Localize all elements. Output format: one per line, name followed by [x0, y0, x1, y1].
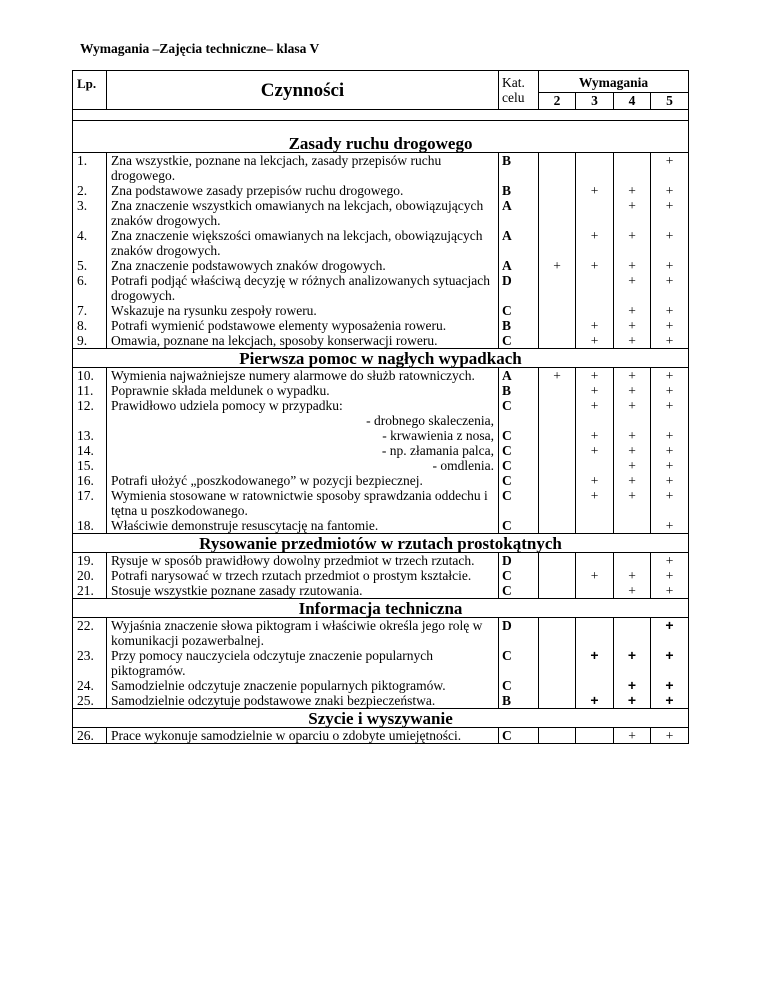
grade-4-mark: +	[614, 228, 651, 258]
section-title: Rysowanie przedmiotów w rzutach prostokątnych	[73, 534, 689, 553]
activity-text: Zna znaczenie większości omawianych na lekcjach, obowiązujących znaków drogowych.	[111, 228, 483, 258]
grade-5-mark: +	[651, 693, 689, 709]
row-activity	[107, 458, 499, 473]
header-grade-4: 4	[614, 92, 651, 109]
table-row	[73, 153, 689, 184]
row-activity	[107, 443, 499, 458]
grade-4-mark: +	[614, 458, 651, 473]
row-kat-celu: C	[499, 458, 539, 473]
grade-4-mark: +	[614, 678, 651, 693]
grade-5-mark: +	[651, 583, 689, 599]
row-activity	[107, 258, 499, 273]
row-number: 6.	[73, 273, 107, 303]
table-row	[73, 398, 689, 428]
grade-5-mark: +	[651, 458, 689, 473]
grade-3-mark	[576, 518, 614, 534]
table-row	[73, 458, 689, 473]
row-activity	[107, 648, 499, 678]
grade-2-mark	[539, 583, 576, 599]
activity-text: Prawidłowo udziela pomocy w przypadku:	[111, 398, 343, 413]
row-number: 21.	[73, 583, 107, 599]
row-activity	[107, 678, 499, 693]
row-activity	[107, 198, 499, 228]
section-title: Pierwsza pomoc w nagłych wypadkach	[73, 349, 689, 368]
row-activity	[107, 728, 499, 744]
row-activity	[107, 518, 499, 534]
grade-3-mark: +	[576, 568, 614, 583]
row-activity	[107, 693, 499, 709]
grade-2-mark	[539, 228, 576, 258]
grade-2-mark	[539, 693, 576, 709]
grade-5-mark: +	[651, 473, 689, 488]
row-activity	[107, 383, 499, 398]
row-kat-celu: D	[499, 273, 539, 303]
row-kat-celu: C	[499, 568, 539, 583]
row-activity	[107, 553, 499, 569]
grade-5-mark: +	[651, 618, 689, 649]
grade-5-mark: +	[651, 398, 689, 428]
grade-3-mark: +	[576, 383, 614, 398]
row-kat-celu: A	[499, 228, 539, 258]
activity-text: Zna podstawowe zasady przepisów ruchu drogowego.	[111, 183, 404, 198]
activity-text: Zna znaczenie wszystkich omawianych na lekcjach, obowiązujących znaków drogowych.	[111, 198, 484, 228]
row-number: 19.	[73, 553, 107, 569]
row-kat-celu: C	[499, 488, 539, 518]
grade-3-mark: +	[576, 473, 614, 488]
grade-3-mark	[576, 618, 614, 649]
grade-4-mark: +	[614, 488, 651, 518]
row-number: 22.	[73, 618, 107, 649]
grade-3-mark: +	[576, 333, 614, 349]
document-title: Wymagania –Zajęcia techniczne– klasa V	[80, 41, 320, 56]
header-lp: Lp.	[73, 71, 107, 110]
row-kat-celu: A	[499, 198, 539, 228]
row-kat-celu: A	[499, 368, 539, 384]
grade-4-mark: +	[614, 398, 651, 428]
activity-text: - omdlenia.	[432, 458, 494, 473]
table-row	[73, 518, 689, 534]
activity-text: Stosuje wszystkie poznane zasady rzutowania.	[111, 583, 363, 598]
activity-text: Potrafi wymienić podstawowe elementy wyposażenia roweru.	[111, 318, 447, 333]
grade-4-mark: +	[614, 693, 651, 709]
grade-2-mark	[539, 198, 576, 228]
grade-2-mark	[539, 553, 576, 569]
grade-4-mark: +	[614, 728, 651, 744]
row-activity	[107, 318, 499, 333]
requirements-table	[72, 70, 689, 744]
table-row	[73, 443, 689, 458]
grade-5-mark: +	[651, 428, 689, 443]
table-row	[73, 428, 689, 443]
row-activity	[107, 428, 499, 443]
row-kat-celu: A	[499, 258, 539, 273]
table-row	[73, 273, 689, 303]
row-kat-celu: D	[499, 618, 539, 649]
row-activity	[107, 303, 499, 318]
header-grade-5: 5	[651, 92, 689, 109]
row-activity	[107, 488, 499, 518]
activity-text: Samodzielnie odczytuje podstawowe znaki bezpieczeństwa.	[111, 693, 436, 708]
grade-5-mark: +	[651, 153, 689, 184]
row-activity	[107, 368, 499, 384]
row-number: 24.	[73, 678, 107, 693]
grade-2-mark	[539, 383, 576, 398]
grade-5-mark: +	[651, 228, 689, 258]
header-kat-celu: Kat. celu	[499, 71, 539, 110]
activity-text: Rysuje w sposób prawidłowy dowolny przedmiot w trzech rzutach.	[111, 553, 475, 568]
grade-2-mark	[539, 183, 576, 198]
activity-text: Potrafi narysować w trzech rzutach przedmiot o prostym kształcie.	[111, 568, 472, 583]
grade-4-mark: +	[614, 333, 651, 349]
grade-3-mark	[576, 303, 614, 318]
activity-text: - krwawienia z nosa,	[382, 428, 494, 443]
row-kat-celu: C	[499, 333, 539, 349]
grade-3-mark	[576, 678, 614, 693]
row-kat-celu: B	[499, 693, 539, 709]
grade-3-mark: +	[576, 258, 614, 273]
row-kat-celu: C	[499, 648, 539, 678]
grade-5-mark: +	[651, 678, 689, 693]
table-row	[73, 198, 689, 228]
row-number: 3.	[73, 198, 107, 228]
row-kat-celu: C	[499, 728, 539, 744]
grade-3-mark	[576, 458, 614, 473]
grade-2-mark	[539, 443, 576, 458]
header-grade-2: 2	[539, 92, 576, 109]
grade-4-mark: +	[614, 183, 651, 198]
activity-text: Wskazuje na rysunku zespoły roweru.	[111, 303, 317, 318]
grade-4-mark: +	[614, 428, 651, 443]
grade-2-mark	[539, 518, 576, 534]
activity-text: Potrafi ułożyć „poszkodowanego” w pozycji bezpiecznej.	[111, 473, 423, 488]
table-row	[73, 368, 689, 384]
table-row	[73, 568, 689, 583]
grade-2-mark	[539, 273, 576, 303]
activity-text: Potrafi podjąć właściwą decyzję w różnych analizowanych sytuacjach drogowych.	[111, 273, 490, 303]
grade-4-mark: +	[614, 648, 651, 678]
grade-3-mark	[576, 728, 614, 744]
row-kat-celu: C	[499, 583, 539, 599]
row-kat-celu: C	[499, 303, 539, 318]
grade-3-mark	[576, 198, 614, 228]
grade-2-mark	[539, 568, 576, 583]
row-number: 5.	[73, 258, 107, 273]
grade-4-mark: +	[614, 258, 651, 273]
activity-text: Poprawnie składa meldunek o wypadku.	[111, 383, 330, 398]
row-activity	[107, 583, 499, 599]
grade-5-mark: +	[651, 728, 689, 744]
grade-2-mark	[539, 728, 576, 744]
grade-5-mark: +	[651, 258, 689, 273]
activity-text: Wymienia stosowane w ratownictwie sposoby sprawdzania oddechu i tętna u poszkodowanego.	[111, 488, 488, 518]
grade-5-mark: +	[651, 568, 689, 583]
activity-text: Prace wykonuje samodzielnie w oparciu o zdobyte umiejętności.	[111, 728, 462, 743]
row-number: 15.	[73, 458, 107, 473]
grade-3-mark: +	[576, 228, 614, 258]
activity-text: - np. złamania palca,	[381, 443, 494, 458]
activity-text: Zna znaczenie podstawowych znaków drogowych.	[111, 258, 386, 273]
row-number: 11.	[73, 383, 107, 398]
activity-subtext: - drobnego skaleczenia,	[366, 413, 494, 428]
grade-3-mark: +	[576, 318, 614, 333]
row-activity	[107, 228, 499, 258]
grade-2-mark	[539, 648, 576, 678]
grade-5-mark: +	[651, 648, 689, 678]
table-row	[73, 693, 689, 709]
activity-text: Zna wszystkie, poznane na lekcjach, zasady przepisów ruchu drogowego.	[111, 153, 442, 183]
activity-text: Omawia, poznane na lekcjach, sposoby konserwacji roweru.	[111, 333, 438, 348]
grade-4-mark: +	[614, 568, 651, 583]
grade-2-mark	[539, 458, 576, 473]
grade-2-mark	[539, 303, 576, 318]
table-row	[73, 318, 689, 333]
row-number: 13.	[73, 428, 107, 443]
activity-text: Samodzielnie odczytuje znaczenie popularnych piktogramów.	[111, 678, 446, 693]
grade-5-mark: +	[651, 303, 689, 318]
grade-2-mark	[539, 428, 576, 443]
grade-3-mark: +	[576, 398, 614, 428]
table-row	[73, 303, 689, 318]
grade-4-mark: +	[614, 383, 651, 398]
table-row	[73, 333, 689, 349]
grade-5-mark: +	[651, 518, 689, 534]
grade-5-mark: +	[651, 318, 689, 333]
grade-2-mark	[539, 318, 576, 333]
grade-5-mark: +	[651, 383, 689, 398]
row-kat-celu: B	[499, 153, 539, 184]
row-number: 18.	[73, 518, 107, 534]
section-title: Szycie i wyszywanie	[73, 709, 689, 728]
grade-3-mark: +	[576, 368, 614, 384]
row-number: 7.	[73, 303, 107, 318]
grade-3-mark: +	[576, 488, 614, 518]
spacer-row	[73, 110, 689, 121]
row-number: 2.	[73, 183, 107, 198]
grade-2-mark	[539, 473, 576, 488]
row-kat-celu: D	[499, 553, 539, 569]
header-grade-3: 3	[576, 92, 614, 109]
grade-5-mark: +	[651, 488, 689, 518]
grade-4-mark: +	[614, 273, 651, 303]
table-row	[73, 678, 689, 693]
table-row	[73, 183, 689, 198]
grade-5-mark: +	[651, 198, 689, 228]
row-kat-celu: B	[499, 383, 539, 398]
row-activity	[107, 568, 499, 583]
section-title: Informacja techniczna	[73, 599, 689, 618]
header-wymagania: Wymagania	[539, 71, 689, 93]
row-kat-celu: C	[499, 473, 539, 488]
table-row	[73, 728, 689, 744]
grade-2-mark	[539, 618, 576, 649]
grade-2-mark: +	[539, 258, 576, 273]
row-kat-celu: C	[499, 443, 539, 458]
grade-5-mark: +	[651, 368, 689, 384]
grade-4-mark: +	[614, 303, 651, 318]
row-number: 10.	[73, 368, 107, 384]
grade-4-mark	[614, 618, 651, 649]
row-kat-celu: C	[499, 678, 539, 693]
row-activity	[107, 618, 499, 649]
row-activity	[107, 273, 499, 303]
header-czynnosci: Czynności	[107, 71, 499, 110]
grade-5-mark: +	[651, 333, 689, 349]
row-number: 16.	[73, 473, 107, 488]
row-number: 12.	[73, 398, 107, 428]
table-row	[73, 473, 689, 488]
row-activity	[107, 333, 499, 349]
row-kat-celu: C	[499, 428, 539, 443]
grade-3-mark	[576, 153, 614, 184]
activity-text: Przy pomocy nauczyciela odczytuje znaczenie popularnych piktogramów.	[111, 648, 433, 678]
grade-3-mark: +	[576, 693, 614, 709]
row-activity	[107, 398, 499, 428]
grade-2-mark	[539, 488, 576, 518]
row-activity	[107, 473, 499, 488]
section-title: Zasady ruchu drogowego	[73, 121, 689, 153]
row-number: 23.	[73, 648, 107, 678]
grade-2-mark	[539, 153, 576, 184]
row-kat-celu: C	[499, 518, 539, 534]
row-number: 9.	[73, 333, 107, 349]
row-number: 1.	[73, 153, 107, 184]
grade-5-mark: +	[651, 273, 689, 303]
table-row	[73, 553, 689, 569]
row-kat-celu: C	[499, 398, 539, 428]
row-number: 4.	[73, 228, 107, 258]
table-row	[73, 488, 689, 518]
table-row	[73, 383, 689, 398]
grade-3-mark	[576, 583, 614, 599]
grade-2-mark: +	[539, 368, 576, 384]
row-kat-celu: B	[499, 318, 539, 333]
row-number: 20.	[73, 568, 107, 583]
row-kat-celu: B	[499, 183, 539, 198]
row-activity	[107, 183, 499, 198]
grade-4-mark: +	[614, 368, 651, 384]
row-activity	[107, 153, 499, 184]
grade-4-mark: +	[614, 443, 651, 458]
row-number: 14.	[73, 443, 107, 458]
grade-4-mark	[614, 518, 651, 534]
row-number: 8.	[73, 318, 107, 333]
grade-4-mark	[614, 553, 651, 569]
table-row	[73, 648, 689, 678]
grade-3-mark: +	[576, 443, 614, 458]
activity-text: Wyjaśnia znaczenie słowa piktogram i właściwie określa jego rolę w komunikacji pozawerbalnej.	[111, 618, 483, 648]
activity-text: Wymienia najważniejsze numery alarmowe do służb ratowniczych.	[111, 368, 475, 383]
grade-5-mark: +	[651, 553, 689, 569]
grade-4-mark: +	[614, 198, 651, 228]
grade-3-mark: +	[576, 648, 614, 678]
row-number: 26.	[73, 728, 107, 744]
row-number: 25.	[73, 693, 107, 709]
activity-text: Właściwie demonstruje resuscytację na fantomie.	[111, 518, 379, 533]
grade-3-mark: +	[576, 428, 614, 443]
grade-5-mark: +	[651, 443, 689, 458]
grade-3-mark: +	[576, 183, 614, 198]
grade-3-mark	[576, 553, 614, 569]
grade-4-mark: +	[614, 473, 651, 488]
grade-2-mark	[539, 333, 576, 349]
grade-2-mark	[539, 398, 576, 428]
table-row	[73, 618, 689, 649]
grade-4-mark: +	[614, 318, 651, 333]
grade-2-mark	[539, 678, 576, 693]
grade-4-mark	[614, 153, 651, 184]
row-number: 17.	[73, 488, 107, 518]
grade-3-mark	[576, 273, 614, 303]
table-row	[73, 258, 689, 273]
grade-5-mark: +	[651, 183, 689, 198]
grade-4-mark: +	[614, 583, 651, 599]
table-row	[73, 583, 689, 599]
table-row	[73, 228, 689, 258]
